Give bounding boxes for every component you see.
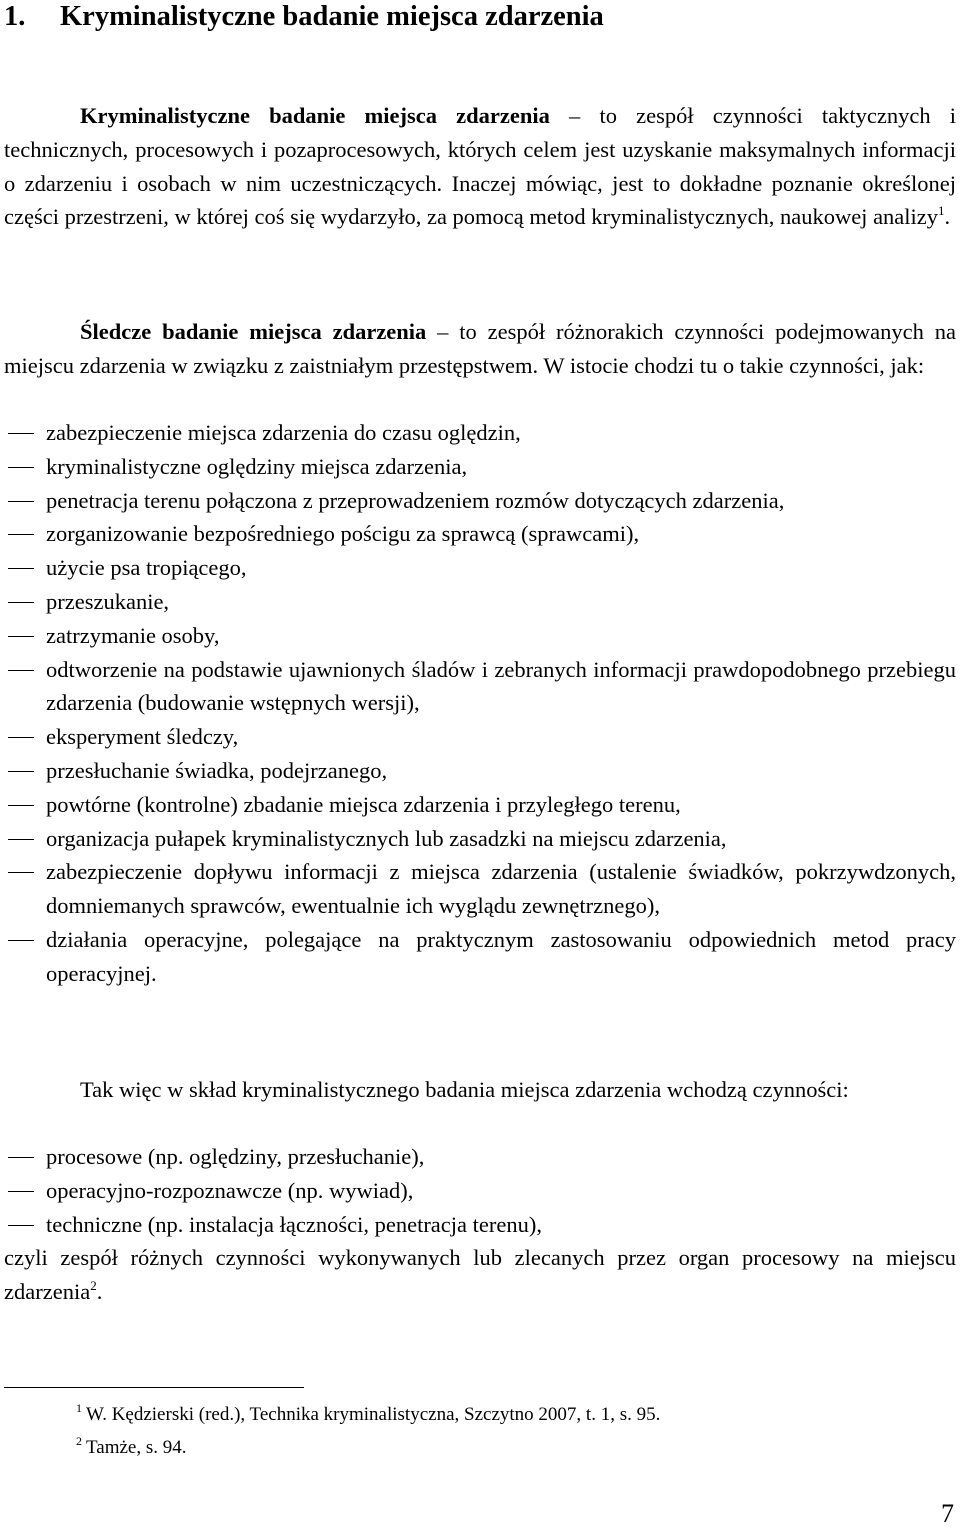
page-number: 7 — [941, 1499, 954, 1528]
defined-term-2: Śledcze badanie miejsca zdarzenia — [80, 319, 427, 344]
footnote-number: 1 — [76, 1401, 82, 1415]
dash-bullet — [8, 839, 34, 840]
dash-bullet — [8, 534, 34, 535]
activities-list — [4, 416, 956, 991]
list-item: techniczne (np. instalacja łączności, penetracja terenu), — [4, 1208, 956, 1242]
dash-bullet — [8, 1225, 34, 1226]
defined-term-1: Kryminalistyczne badanie miejsca zdarzenia — [80, 103, 550, 128]
list-item: zorganizowanie bezpośredniego pościgu za sprawcą (sprawcami), — [4, 517, 956, 551]
dash-bullet — [8, 568, 34, 569]
list-item: przesłuchanie świadka, podejrzanego, — [4, 754, 956, 788]
list-item: przeszukanie, — [4, 585, 956, 619]
chapter-number: 1. — [4, 1, 26, 32]
chapter-heading — [4, 0, 604, 34]
footnote-separator — [4, 1387, 304, 1388]
list-item: organizacja pułapek kryminalistycznych lub zasadzki na miejscu zdarzenia, — [4, 822, 956, 856]
definition-paragraph-2 — [4, 315, 956, 383]
dash-bullet — [8, 872, 34, 873]
closing-paragraph: czyli zespół różnych czynności wykonywanych lub zlecanych przez organ procesowy na miejscu zdarzenia$^2$. — [4, 1245, 956, 1304]
dash-bullet — [8, 771, 34, 772]
footnote-1: $^1$ W. Kędzierski (red.), Technika kryminalistyczna, Szczytno 2007, t. 1, s. 95. — [76, 1401, 661, 1425]
list-item: procesowe (np. oględziny, przesłuchanie), — [4, 1140, 956, 1174]
dash-bullet — [8, 501, 34, 502]
list-item: zabezpieczenie dopływu informacji z miejsca zdarzenia (ustalenie świadków, pokrzywdzonych, domniemanych sprawców, ewentualnie ich wyglądu zewnętrznego), — [4, 855, 956, 923]
list-item: powtórne (kontrolne) zbadanie miejsca zdarzenia i przyległego terenu, — [4, 788, 956, 822]
footnote-ref-2[interactable]: 2 — [90, 1277, 97, 1293]
list-item: zabezpieczenie miejsca zdarzenia do czasu oględzin, — [4, 416, 956, 450]
summary-paragraph: Tak więc w skład kryminalistycznego badania miejsca zdarzenia wchodzą czynności: — [80, 1077, 849, 1102]
definition-text-2: – to zespół różnorakich czynności podejmowanych na miejscu zdarzenia w związku z zaistniałym przestępstwem. W istocie chodzi tu o takie czynności, jak: — [4, 319, 956, 378]
footnote-number: 2 — [76, 1434, 82, 1448]
dash-bullet — [8, 636, 34, 637]
dash-bullet — [8, 1157, 34, 1158]
definition-text-1: – to zespół czynności taktycznych i technicznych, procesowych i pozaprocesowych, których celem jest uzyskanie maksymalnych informacji o zdarzeniu i osobach w nim uczestniczących. Inaczej mówiąc, jest to dokładne poznanie określonej części przestrzeni, w której coś się wydarzyło, za pomocą metod kryminalistycznych, naukowej analizy — [4, 103, 956, 230]
dash-bullet — [8, 467, 34, 468]
list-item: operacyjno-rozpoznawcze (np. wywiad), — [4, 1174, 956, 1208]
dash-bullet — [8, 433, 34, 434]
dash-bullet — [8, 940, 34, 941]
footnote-ref-1[interactable]: 1 — [938, 203, 945, 219]
list-item: eksperyment śledczy, — [4, 720, 956, 754]
footnotes — [76, 1399, 956, 1465]
footnote-2: $^2$ Tamże, s. 94. — [76, 1434, 187, 1458]
list-item: penetracja terenu połączona z przeprowadzeniem rozmów dotyczących zdarzenia, — [4, 484, 956, 518]
list-item: użycie psa tropiącego, — [4, 551, 956, 585]
definition-paragraph-1: Kryminalistyczne badanie miejsca zdarzenia – to zespół czynności taktycznych i technicznych, procesowych i pozaprocesowych, których celem jest uzyskanie maksymalnych informacji o zdarzeniu i osobach w nim uczestniczących. Inaczej mówiąc, jest to dokładne poznanie określonej części przestrzeni, w której coś się wydarzyło, za pomocą metod kryminalistycznych, naukowej analizy$^1$. — [4, 103, 956, 230]
dash-bullet — [8, 602, 34, 603]
dash-bullet — [8, 670, 34, 671]
dash-bullet — [8, 805, 34, 806]
activity-types-list — [4, 1140, 956, 1241]
chapter-title: Kryminalistyczne badanie miejsca zdarzenia — [60, 1, 604, 32]
dash-bullet — [8, 737, 34, 738]
list-item: zatrzymanie osoby, — [4, 619, 956, 653]
list-item: odtworzenie na podstawie ujawnionych śladów i zebranych informacji prawdopodobnego przebiegu zdarzenia (budowanie wstępnych wersji), — [4, 653, 956, 721]
dash-bullet — [8, 1191, 34, 1192]
list-item: działania operacyjne, polegające na praktycznym zastosowaniu odpowiednich metod pracy operacyjnej. — [4, 923, 956, 991]
list-item: kryminalistyczne oględziny miejsca zdarzenia, — [4, 450, 956, 484]
